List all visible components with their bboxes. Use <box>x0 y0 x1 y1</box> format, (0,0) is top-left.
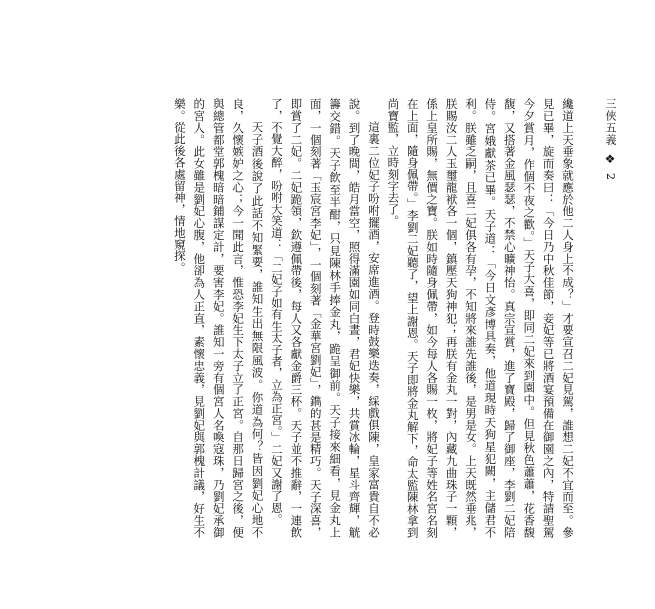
paragraph-3: 天子酒後說了此話不知緊要，誰知生出無限風波。你道為何？皆因劉妃心地不良，久懷嫉妒之心；今一聞此言，惟恐李妃生下太子立了正宮。自那日歸宮之後，便與總管都堂郭槐暗暗鋪謀定計，要害李妃。誰知一旁有個宮人名喚寇珠，乃劉妃承御的宮人。此女雖是劉妃心腹，他卻為人正直，素懷忠義，見劉妃與郭槐計議，好生不樂。從此後各處留神，情地窺探。 <box>172 98 265 538</box>
body-text <box>77 98 577 538</box>
paragraph-1: 纔道上天垂象就應於他二人身上不成？」才要宣召二妃見駕，誰想二妃不宜而至。參見已畢，旋而奏曰：「今日乃中秋佳節，妾妃等已將酒宴預備在御園之內，特請聖駕今夕賞月，作個不夜之歡。」天子大喜，即同二妃來到園中。但見秋色蕭蕭，花香馥馥，又搭著金風瑟瑟，不禁心曠神怡。真宗宣賞，進了寶殿，歸了御座，李劉二妃陪侍。宮娥獻茶已畢。天子道：「今日文彥博具奏，他道現時天狗星犯闕，主儲君不利。朕雖乏嗣，且喜二妃俱各有孕，不知將來誰先誰後，是男是女。上天既然垂兆，朕賜汝二人玉璽龍袱各一個，鎮壓天狗神犯；再朕有金丸一對，內藏九曲珠子一顆，係上皇所賜，無價之寶。朕如時隨身佩帶，如今每人各賜一枚，將妃子等姓名宮名刻在上面，隨身佩帶。」李劉二妃聽了，望上謝恩。天子即將金丸解下，命太監陳林拿到尚寶監，立時刻字去了。 <box>386 98 575 538</box>
page-number: 2 <box>604 173 617 181</box>
ornament-icon: ❖ <box>603 152 617 167</box>
book-title: 三俠五義 <box>604 98 617 146</box>
paragraph-2: 這裏二位妃子吩咐擺酒，安席進酒。登時鼓樂迭奏，綵戲俱陳，皇家富貴自不必說。到了晚間，皓月當空，照得滿園如同白晝，君妃快樂，共賞冰輪，星斗齊輝，觥籌交錯。天子飲至半酣，只見陳林手捧金丸，跪呈御前。天子接來細看，見金丸上面，一個刻著「玉宸宮李妃」，一個刻著「金華宮劉妃」，鐫的甚是精巧。天子深喜，即賞了二妃。二妃跪領，欽遵佩帶後，每人又各獻金爵三杯。天子並不推辭，一連飲了，不覺大醉，吩咐大笑道：「二妃子如有生太子者，立為正宮。」二妃又謝了恩。 <box>269 98 381 538</box>
running-header <box>601 98 619 181</box>
